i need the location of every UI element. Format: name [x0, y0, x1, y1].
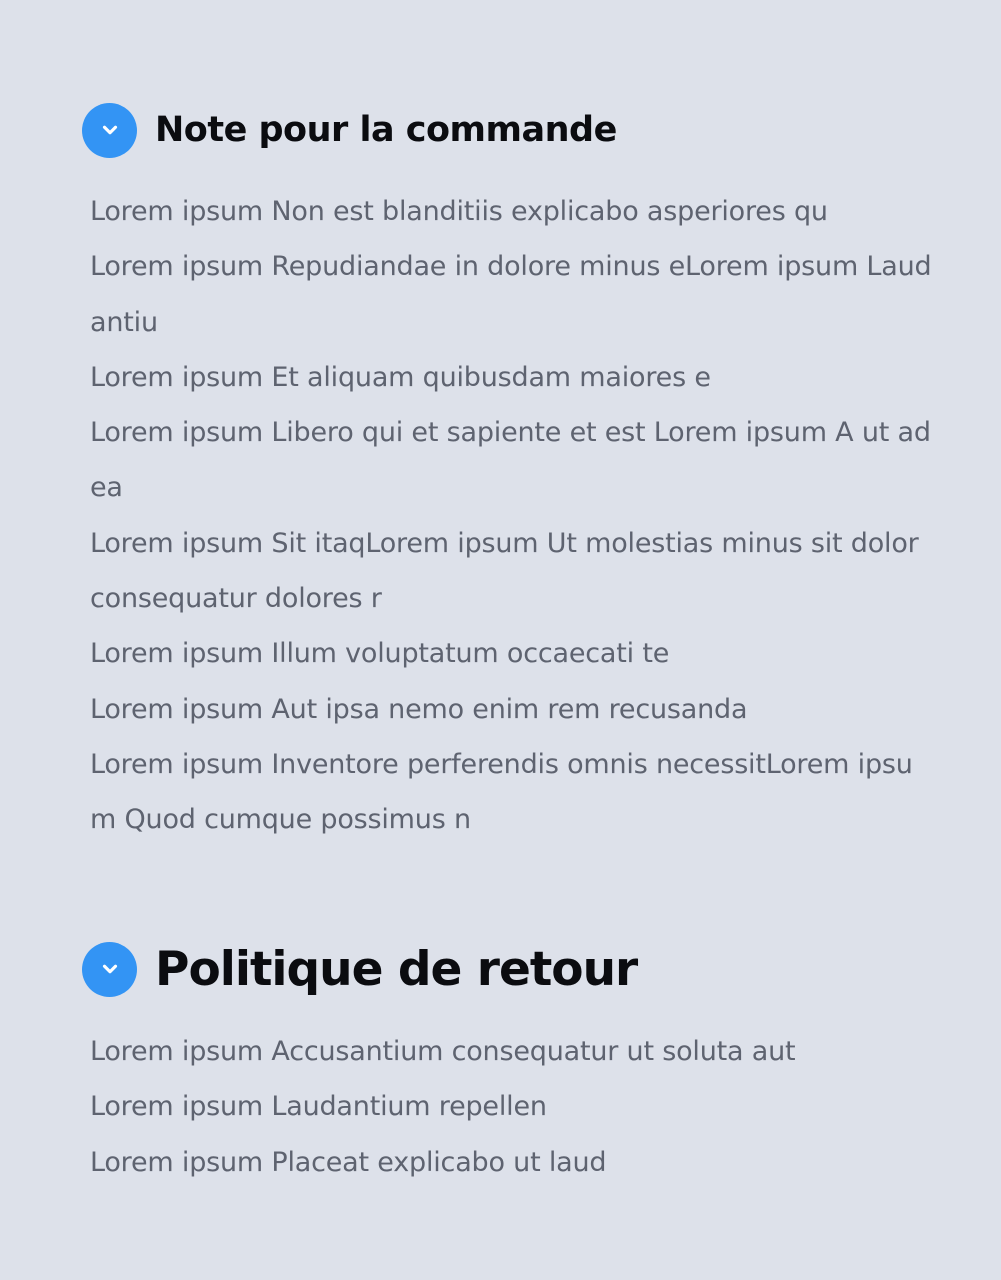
order-note-section — [82, 102, 942, 848]
content-line: Lorem ipsum Repudiandae in dolore minus eLorem ipsum Laudantiu — [90, 251, 932, 338]
section-title: Note pour la commande — [155, 110, 617, 150]
content-line: Lorem ipsum Accusantium consequatur ut soluta aut — [90, 1036, 796, 1067]
content-line: Lorem ipsum Illum voluptatum occaecati te — [90, 638, 670, 670]
section-content — [90, 1024, 935, 1190]
content-line: Lorem ipsum Non est blanditiis explicabo asperiores qu — [90, 196, 828, 227]
chevron-down-icon[interactable] — [82, 103, 137, 158]
content-line: Lorem ipsum Sit itaqLorem ipsum Ut molestias minus sit dolor consequatur dolores r — [90, 527, 919, 615]
section-title: Politique de retour — [155, 941, 638, 997]
content-line: Lorem ipsum Inventore perferendis omnis necessitLorem ipsum Quod cumque possimus n — [90, 748, 913, 836]
return-policy-header[interactable] — [82, 941, 942, 997]
content-line: Lorem ipsum Aut ipsa nemo enim rem recusanda — [90, 693, 748, 725]
content-line: Lorem ipsum Placeat explicabo ut laud — [90, 1146, 607, 1178]
section-content — [90, 184, 935, 848]
content-line: Lorem ipsum Laudantium repellen — [90, 1091, 547, 1123]
content-line: Lorem ipsum Et aliquam quibusdam maiores e — [90, 361, 711, 393]
content-line: Lorem ipsum Libero qui et sapiente et est Lorem ipsum A ut ad ea — [90, 417, 931, 504]
return-policy-section — [82, 941, 942, 1190]
order-note-header[interactable] — [82, 102, 942, 158]
chevron-down-icon[interactable] — [82, 942, 137, 997]
